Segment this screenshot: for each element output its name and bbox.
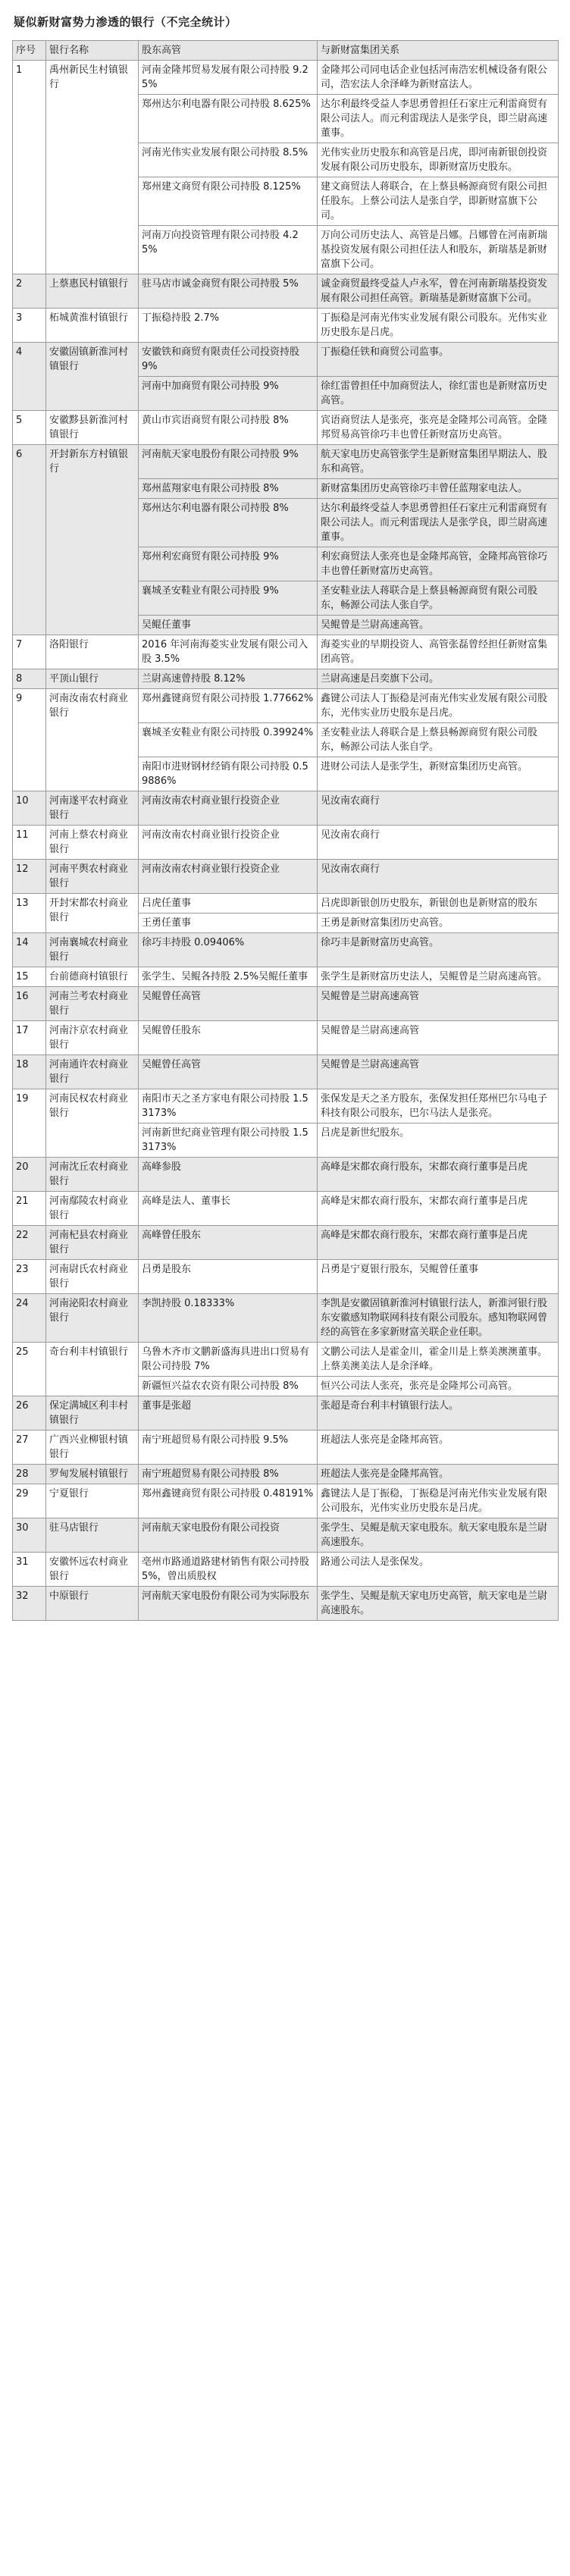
shareholder-cell: 郑州蓝翔家电有限公司持股 8%: [139, 479, 318, 499]
relation-cell: 诚金商贸最终受益人卢永军，曾在河南新瑞基投资发展有限公司担任高管。新瑞基是新财富旗下公司。: [318, 274, 559, 309]
table-row: [13, 61, 559, 95]
row-number: 15: [13, 967, 46, 987]
relation-cell: 吴鲲曾是兰尉高速高管: [318, 1021, 559, 1055]
relation-cell: 吕虎是新世纪股东。: [318, 1123, 559, 1158]
relation-cell: 万向公司历史法人、高管是吕娜。吕娜曾在河南新瑞基投资发展有限公司担任法人和股东，新瑞基是新财富旗下公司。: [318, 226, 559, 274]
relation-cell: 吕勇是宁夏银行股东，吴鲲曾任董事: [318, 1260, 559, 1294]
bank-name: 安徽怀远农村商业银行: [46, 1553, 139, 1587]
shareholder-cell: 郑州鑫键商贸有限公司持股 1.77662%: [139, 689, 318, 723]
row-number: 11: [13, 826, 46, 860]
bank-name: 河南平舆农村商业银行: [46, 860, 139, 894]
shareholder-cell: 河南航天家电股份有限公司为实际股东: [139, 1587, 318, 1621]
table-row: [13, 1431, 559, 1465]
table-row: [13, 1396, 559, 1431]
shareholder-cell: 董事是张超: [139, 1396, 318, 1431]
relation-cell: 吴鲲曾是兰尉高速高管: [318, 987, 559, 1021]
relation-cell: 高峰是宋都农商行股东，宋都农商行董事是吕虎: [318, 1192, 559, 1226]
relation-cell: 达尔利最终受益人李思勇曾担任石家庄元利雷商贸有限公司法人。而元利雷现法人是张学良，即兰尉高速董事。: [318, 499, 559, 547]
shareholder-cell: 河南航天家电股份有限公司持股 9%: [139, 445, 318, 479]
relation-cell: 鑫键公司法人丁振稳是河南光伟实业发展有限公司股东，光伟实业历史股东是吕虎。: [318, 689, 559, 723]
shareholder-cell: 吴鲲任董事: [139, 616, 318, 635]
relation-cell: 建文商贸法人蒋联合，在上蔡县畅源商贸有限公司担任股东。上蔡公司法人是张自学，即新财富旗下公司。: [318, 177, 559, 226]
table-row: [13, 1343, 559, 1377]
relation-cell: 吕虎即新银创历史股东，新银创也是新财富的股东: [318, 894, 559, 914]
shareholder-cell: 河南金隆邦贸易发展有限公司持股 9.25%: [139, 61, 318, 95]
bank-name: 河南通许农村商业银行: [46, 1055, 139, 1089]
table-row: [13, 1553, 559, 1587]
bank-name: 柘城黄淮村镇银行: [46, 309, 139, 343]
relation-cell: 金隆邦公司同电话企业包括河南浩宏机械设备有限公司，浩宏法人余泽峰为新财富法人。: [318, 61, 559, 95]
shareholder-cell: 高峰曾任股东: [139, 1226, 318, 1260]
shareholder-cell: 南阳市进财钢材经销有限公司持股 0.59886%: [139, 757, 318, 791]
table-row: [13, 1484, 559, 1518]
bank-name: 河南沈丘农村商业银行: [46, 1158, 139, 1192]
shareholder-cell: 丁振稳持股 2.7%: [139, 309, 318, 343]
header-shareholder: 股东高管: [139, 41, 318, 61]
bank-name: 河南兰考农村商业银行: [46, 987, 139, 1021]
table-row: [13, 1055, 559, 1089]
bank-name: 奇台利丰村镇银行: [46, 1343, 139, 1396]
table-row: [13, 1158, 559, 1192]
shareholder-cell: 河南新世纪商业管理有限公司持股 1.53173%: [139, 1123, 318, 1158]
shareholder-cell: 高峰参股: [139, 1158, 318, 1192]
bank-name: 河南汝南农村商业银行: [46, 689, 139, 791]
shareholder-cell: 郑州达尔利电器有限公司持股 8.625%: [139, 95, 318, 143]
relation-cell: 利宏商贸法人张亮也是金隆邦高管，金隆邦高管徐巧丰也曾任新财富历史高管。: [318, 547, 559, 581]
page-title: 疑似新财富势力渗透的银行（不完全统计）: [14, 15, 237, 29]
row-number: 10: [13, 791, 46, 826]
row-number: 13: [13, 894, 46, 933]
row-number: 1: [13, 61, 46, 274]
bank-name: 安徽固镇新淮河村镇银行: [46, 343, 139, 411]
bank-name: 平顶山银行: [46, 669, 139, 689]
shareholder-cell: 兰尉高速曾持股 8.12%: [139, 669, 318, 689]
shareholder-cell: 河南航天家电股份有限公司投资: [139, 1518, 318, 1553]
relation-cell: 高峰是宋都农商行股东，宋都农商行董事是吕虎: [318, 1226, 559, 1260]
shareholder-cell: 郑州达尔利电器有限公司持股 8%: [139, 499, 318, 547]
bank-name: 河南泌阳农村商业银行: [46, 1294, 139, 1343]
table-row: [13, 274, 559, 309]
table-row: [13, 1226, 559, 1260]
shareholder-cell: 南宁班超贸易有限公司持股 9.5%: [139, 1431, 318, 1465]
table-row: [13, 1518, 559, 1553]
row-number: 5: [13, 411, 46, 445]
bank-name: 河南上蔡农村商业银行: [46, 826, 139, 860]
relation-cell: 圣安鞋业法人蒋联合是上蔡县畅源商贸有限公司股东，畅源公司法人张自学。: [318, 581, 559, 616]
row-number: 3: [13, 309, 46, 343]
bank-name: 洛阳银行: [46, 635, 139, 669]
bank-name: 禹州新民生村镇银行: [46, 61, 139, 274]
table-row: [13, 1260, 559, 1294]
relation-cell: 班超法人张亮是金隆邦高管。: [318, 1431, 559, 1465]
shareholder-cell: 吕虎任董事: [139, 894, 318, 914]
row-number: 14: [13, 933, 46, 967]
table-row: [13, 411, 559, 445]
shareholder-cell: 河南万向投资管理有限公司持股 4.25%: [139, 226, 318, 274]
table-row: [13, 1587, 559, 1621]
table-row: [13, 987, 559, 1021]
row-number: 9: [13, 689, 46, 791]
row-number: 7: [13, 635, 46, 669]
shareholder-cell: 亳州市路通道路建材销售有限公司持股 5%，曾出质股权: [139, 1553, 318, 1587]
relation-cell: 航天家电历史高管张学生是新财富集团早期法人、股东和高管。: [318, 445, 559, 479]
shareholder-cell: 徐巧丰持股 0.09406%: [139, 933, 318, 967]
row-number: 32: [13, 1587, 46, 1621]
row-number: 18: [13, 1055, 46, 1089]
relation-cell: 丁振稳是河南光伟实业发展有限公司股东。光伟实业历史股东是吕虎。: [318, 309, 559, 343]
relation-cell: 见汝南农商行: [318, 826, 559, 860]
relation-cell: 见汝南农商行: [318, 791, 559, 826]
row-number: 4: [13, 343, 46, 411]
shareholder-cell: 郑州利宏商贸有限公司持股 9%: [139, 547, 318, 581]
relation-cell: 吴鲲曾是兰尉高速高管: [318, 1055, 559, 1089]
table-row: [13, 1089, 559, 1123]
bank-name: 河南民权农村商业银行: [46, 1089, 139, 1158]
bank-name: 河南汴京农村商业银行: [46, 1021, 139, 1055]
relation-cell: 恒兴公司法人张亮，张亮是金隆邦公司高管。: [318, 1377, 559, 1396]
relation-cell: 兰尉高速是吕奕旗下公司。: [318, 669, 559, 689]
row-number: 19: [13, 1089, 46, 1158]
row-number: 27: [13, 1431, 46, 1465]
shareholder-cell: 乌鲁木齐市文鹏新盛海具进出口贸易有限公司持股 7%: [139, 1343, 318, 1377]
table-row: [13, 635, 559, 669]
shareholder-cell: 襄城圣安鞋业有限公司持股 9%: [139, 581, 318, 616]
shareholder-cell: 郑州鑫键商贸有限公司持股 0.48191%: [139, 1484, 318, 1518]
shareholder-cell: 张学生、吴鲲各持股 2.5%吴鲲任董事: [139, 967, 318, 987]
shareholder-cell: 河南汝南农村商业银行投资企业: [139, 826, 318, 860]
row-number: 20: [13, 1158, 46, 1192]
relation-cell: 张学生是新财富历史法人，吴鲲曾是兰尉高速高管。: [318, 967, 559, 987]
table-row: [13, 826, 559, 860]
table-row: [13, 894, 559, 914]
relation-cell: 李凯是安徽固镇新淮河村镇银行法人，新淮河银行股东安徽感知物联网科技有限公司股东。感知物联网曾经的高管在多家新财富关联企业任职。: [318, 1294, 559, 1343]
shareholder-cell: 吕勇是股东: [139, 1260, 318, 1294]
row-number: 25: [13, 1343, 46, 1396]
bank-name: 台前德商村镇银行: [46, 967, 139, 987]
shareholder-cell: 吴鲲曾任高管: [139, 1055, 318, 1089]
relation-cell: 路通公司法人是张保发。: [318, 1553, 559, 1587]
relation-cell: 班超法人张亮是金隆邦高管。: [318, 1465, 559, 1484]
bank-name: 河南杞县农村商业银行: [46, 1226, 139, 1260]
row-number: 22: [13, 1226, 46, 1260]
table-row: [13, 933, 559, 967]
bank-name: 河南尉氏农村商业银行: [46, 1260, 139, 1294]
table-header-row: [13, 41, 559, 61]
shareholder-cell: 黄山市宾语商贸有限公司持股 8%: [139, 411, 318, 445]
relation-cell: 张保发是天之圣方股东，张保发担任郑州巴尔马电子科技有限公司股东，巴尔马法人是张亮。: [318, 1089, 559, 1123]
bank-name: 中原银行: [46, 1587, 139, 1621]
row-number: 23: [13, 1260, 46, 1294]
relation-cell: 圣安鞋业法人蒋联合是上蔡县畅源商贸有限公司股东，畅源公司法人张自学。: [318, 723, 559, 757]
relation-cell: 海菱实业的早期投资人、高管张磊曾经担任新财富集团高管。: [318, 635, 559, 669]
relation-cell: 张学生、吴鲲是航天家电股东。航天家电股东是兰尉高速股东。: [318, 1518, 559, 1553]
relation-cell: 吴鲲曾是兰尉高速高管。: [318, 616, 559, 635]
bank-name: 罗甸发展村镇银行: [46, 1465, 139, 1484]
bank-name: 宁夏银行: [46, 1484, 139, 1518]
relation-cell: 张超是奇台利丰村镇银行法人。: [318, 1396, 559, 1431]
relation-cell: 鑫键法人是丁振稳，丁振稳是河南光伟实业发展有限公司股东，光伟实业历史股东是吕虎。: [318, 1484, 559, 1518]
row-number: 30: [13, 1518, 46, 1553]
relation-cell: 光伟实业历史股东和高管是吕虎，即河南新银创投资发展有限公司历史股东，即新财富历史股东。: [318, 143, 559, 177]
relation-cell: 王勇是新财富集团历史高管。: [318, 914, 559, 933]
table-body: [13, 61, 559, 1621]
table-row: [13, 445, 559, 479]
row-number: 29: [13, 1484, 46, 1518]
header-relation: 与新财富集团关系: [318, 41, 559, 61]
relation-cell: 进财公司法人是张学生，新财富集团历史高管。: [318, 757, 559, 791]
table-row: [13, 1192, 559, 1226]
table-row: [13, 860, 559, 894]
shareholder-cell: 吴鲲曾任高管: [139, 987, 318, 1021]
row-number: 28: [13, 1465, 46, 1484]
header-no: 序号: [13, 41, 46, 61]
table-row: [13, 669, 559, 689]
shareholder-cell: 襄城圣安鞋业有限公司持股 0.39924%: [139, 723, 318, 757]
shareholder-cell: 河南汝南农村商业银行投资企业: [139, 791, 318, 826]
row-number: 8: [13, 669, 46, 689]
shareholder-cell: 王勇任董事: [139, 914, 318, 933]
relation-cell: 徐巧丰是新财富历史高管。: [318, 933, 559, 967]
table-row: [13, 309, 559, 343]
bank-name: 开封宋都农村商业银行: [46, 894, 139, 933]
relation-cell: 文鹏公司法人是霍金川，霍金川是上蔡美澳澳董事。上蔡美澳美法人是余泽峰。: [318, 1343, 559, 1377]
shareholder-cell: 2016 年河南海菱实业发展有限公司入股 3.5%: [139, 635, 318, 669]
row-number: 21: [13, 1192, 46, 1226]
table-row: [13, 343, 559, 377]
shareholder-cell: 河南光伟实业发展有限公司持股 8.5%: [139, 143, 318, 177]
row-number: 24: [13, 1294, 46, 1343]
relation-cell: 达尔利最终受益人李思勇曾担任石家庄元利雷商贸有限公司法人。而元利雷现法人是张学良，即兰尉高速董事。: [318, 95, 559, 143]
table-row: [13, 1294, 559, 1343]
relation-cell: 丁振稳任铁和商贸公司监事。: [318, 343, 559, 377]
table-row: [13, 791, 559, 826]
relation-cell: 张学生、吴鲲是航天家电历史高管，航天家电是兰尉高速股东。: [318, 1587, 559, 1621]
table-row: [13, 1021, 559, 1055]
bank-name: 上蔡惠民村镇银行: [46, 274, 139, 309]
row-number: 26: [13, 1396, 46, 1431]
shareholder-cell: 南宁班超贸易有限公司持股 8%: [139, 1465, 318, 1484]
relation-cell: 徐红雷曾担任中加商贸法人，徐红雷也是新财富历史高管。: [318, 377, 559, 411]
shareholder-cell: 郑州建文商贸有限公司持股 8.125%: [139, 177, 318, 226]
row-number: 12: [13, 860, 46, 894]
bank-name: 开封新东方村镇银行: [46, 445, 139, 635]
relation-cell: 见汝南农商行: [318, 860, 559, 894]
table-row: [13, 1465, 559, 1484]
shareholder-cell: 安徽铁和商贸有限责任公司投资持股 9%: [139, 343, 318, 377]
bank-name: 驻马店银行: [46, 1518, 139, 1553]
bank-name: 河南鄢陵农村商业银行: [46, 1192, 139, 1226]
bank-name: 广西兴业柳银村镇银行: [46, 1431, 139, 1465]
shareholder-cell: 河南汝南农村商业银行投资企业: [139, 860, 318, 894]
bank-name: 河南遂平农村商业银行: [46, 791, 139, 826]
shareholder-cell: 南阳市天之圣方家电有限公司持股 1.53173%: [139, 1089, 318, 1123]
shareholder-cell: 河南中加商贸有限公司持股 9%: [139, 377, 318, 411]
shareholder-cell: 吴鲲曾任股东: [139, 1021, 318, 1055]
row-number: 16: [13, 987, 46, 1021]
shareholder-cell: 新疆恒兴益农农资有限公司持股 8%: [139, 1377, 318, 1396]
shareholder-cell: 李凯持股 0.18333%: [139, 1294, 318, 1343]
bank-name: 河南襄城农村商业银行: [46, 933, 139, 967]
shareholder-cell: 驻马店市诚金商贸有限公司持股 5%: [139, 274, 318, 309]
row-number: 2: [13, 274, 46, 309]
relation-cell: 高峰是宋都农商行股东，宋都农商行董事是吕虎: [318, 1158, 559, 1192]
shareholder-cell: 高峰是法人、董事长: [139, 1192, 318, 1226]
bank-name: 安徽黟县新淮河村镇银行: [46, 411, 139, 445]
row-number: 17: [13, 1021, 46, 1055]
header-bank-name: 银行名称: [46, 41, 139, 61]
table-row: [13, 689, 559, 723]
table-row: [13, 967, 559, 987]
row-number: 31: [13, 1553, 46, 1587]
bank-name: 保定满城区利丰村镇银行: [46, 1396, 139, 1431]
row-number: 6: [13, 445, 46, 635]
bank-table: [12, 40, 559, 1621]
relation-cell: 宾语商贸法人是张亮，张亮是金隆邦公司高管。金隆邦贸易高管徐巧丰也曾任新财富历史高管。: [318, 411, 559, 445]
relation-cell: 新财富集团历史高管徐巧丰曾任蓝翔家电法人。: [318, 479, 559, 499]
